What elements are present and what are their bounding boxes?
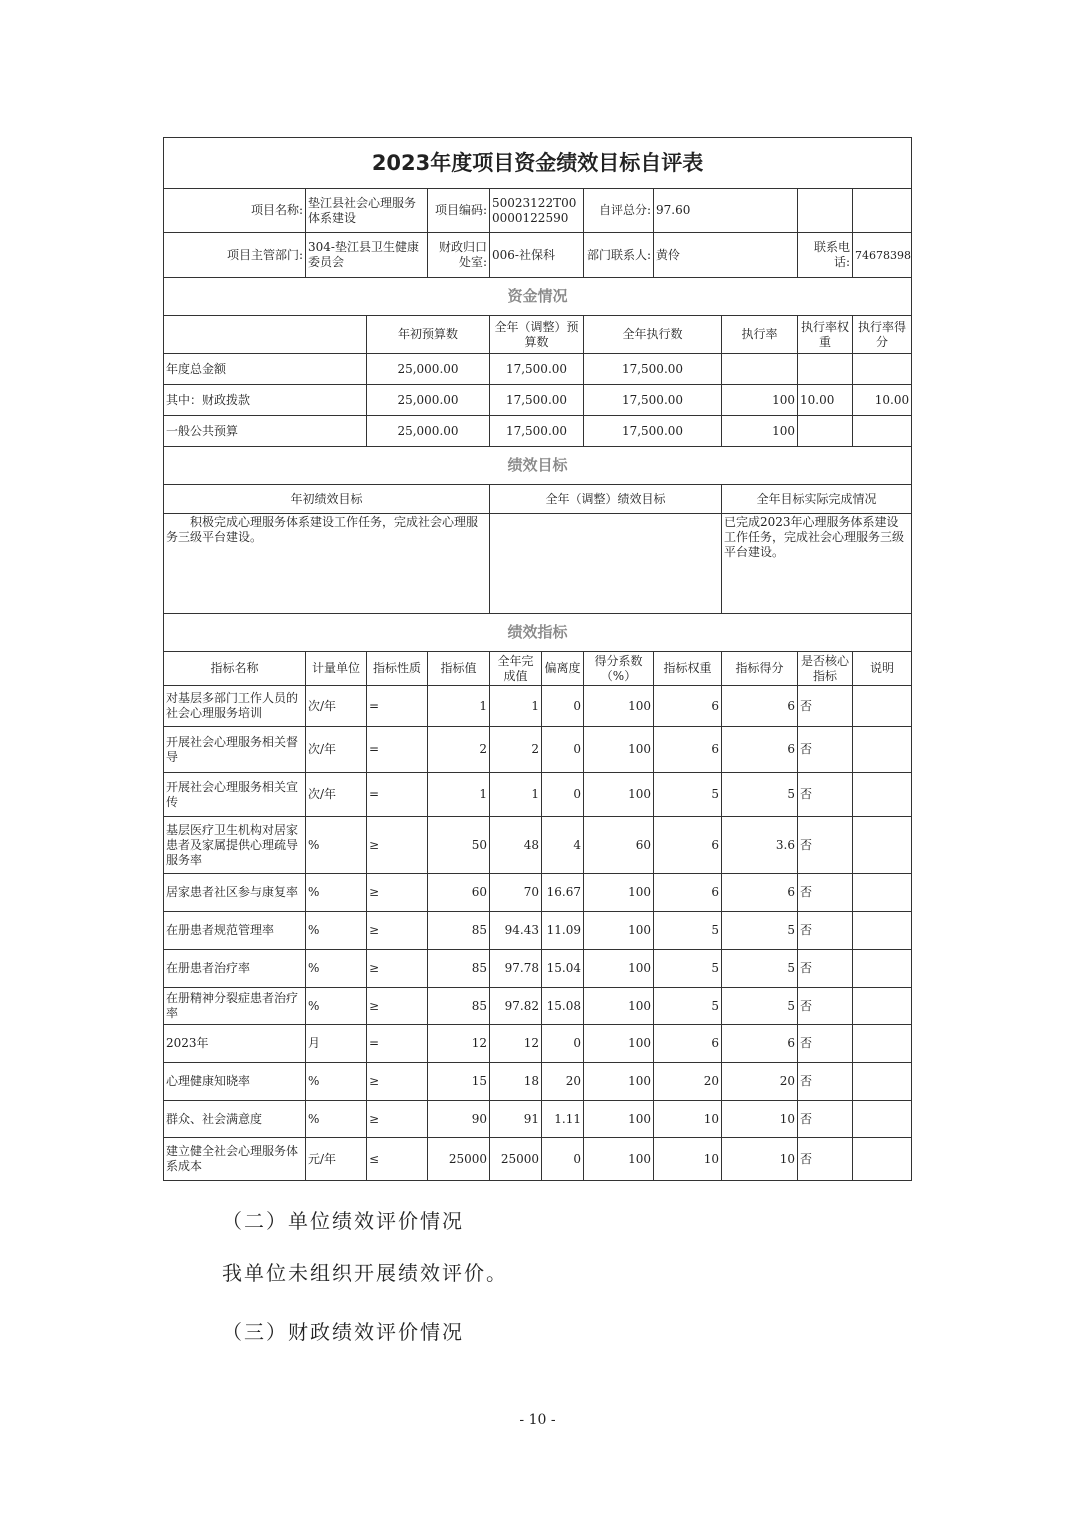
- phone-label: 联系电话:: [798, 233, 853, 278]
- core-flag: 否: [798, 1025, 853, 1063]
- actual: 18: [490, 1063, 542, 1101]
- coefficient: 100: [584, 912, 654, 950]
- weight: 20: [654, 1063, 722, 1101]
- unit: %: [306, 950, 367, 988]
- indicator-header: 指标值: [428, 652, 490, 686]
- execution-rate: 100: [722, 416, 798, 447]
- core-flag: 否: [798, 686, 853, 727]
- target: 1: [428, 686, 490, 727]
- indicator-name: 群众、社会满意度: [164, 1101, 306, 1138]
- indicator-row: [164, 773, 912, 817]
- coefficient: 100: [584, 874, 654, 912]
- actual: 25000: [490, 1138, 542, 1181]
- deviation: 15.04: [542, 950, 584, 988]
- unit: %: [306, 1101, 367, 1138]
- indicator-name: 基层医疗卫生机构对居家患者及家属提供心理疏导服务率: [164, 817, 306, 874]
- indicator-row: [164, 1063, 912, 1101]
- indicators-header-row: [164, 652, 912, 686]
- adjusted-budget: 17,500.00: [490, 354, 584, 385]
- initial-budget: 25,000.00: [367, 416, 490, 447]
- remark: [853, 912, 912, 950]
- remark: [853, 727, 912, 773]
- deviation: 0: [542, 686, 584, 727]
- score: 10: [722, 1138, 798, 1181]
- funding-header: 执行率: [722, 316, 798, 354]
- unit: 次/年: [306, 727, 367, 773]
- rate-score: [853, 354, 912, 385]
- paragraph: 我单位未组织开展绩效评价。: [222, 1261, 508, 1285]
- executed: 17,500.00: [584, 416, 722, 447]
- fin-label: 财政归口处室:: [428, 233, 490, 278]
- unit: %: [306, 874, 367, 912]
- execution-rate: [722, 354, 798, 385]
- score: 5: [722, 912, 798, 950]
- target: 12: [428, 1025, 490, 1063]
- nature: =: [367, 773, 428, 817]
- dept-label: 项目主管部门:: [164, 233, 306, 278]
- weight: 5: [654, 912, 722, 950]
- adjusted-budget: 17,500.00: [490, 416, 584, 447]
- target: 2: [428, 727, 490, 773]
- weight: 6: [654, 817, 722, 874]
- project-code: 50023122T000000122590: [490, 189, 584, 233]
- coefficient: 100: [584, 1025, 654, 1063]
- unit: %: [306, 1063, 367, 1101]
- remark: [853, 950, 912, 988]
- execution-rate: 100: [722, 385, 798, 416]
- indicator-name: 在册精神分裂症患者治疗率: [164, 988, 306, 1025]
- indicator-row: [164, 1101, 912, 1138]
- core-flag: 否: [798, 950, 853, 988]
- deviation: 1.11: [542, 1101, 584, 1138]
- remark: [853, 1101, 912, 1138]
- indicator-row: [164, 817, 912, 874]
- actual-completion: 已完成2023年心理服务体系建设工作任务，完成社会心理服务三级平台建设。: [722, 514, 912, 614]
- score: 20: [722, 1063, 798, 1101]
- remark: [853, 1063, 912, 1101]
- funding-row: [164, 385, 912, 416]
- deviation: 0: [542, 1138, 584, 1181]
- actual: 91: [490, 1101, 542, 1138]
- core-flag: 否: [798, 773, 853, 817]
- actual: 97.78: [490, 950, 542, 988]
- coefficient: 100: [584, 1138, 654, 1181]
- indicator-header: 偏离度: [542, 652, 584, 686]
- core-flag: 否: [798, 1101, 853, 1138]
- coefficient: 100: [584, 1101, 654, 1138]
- weight: 6: [654, 686, 722, 727]
- empty-cell: [164, 316, 367, 354]
- funding-section: 资金情况: [164, 278, 912, 316]
- core-flag: 否: [798, 912, 853, 950]
- deviation: 0: [542, 727, 584, 773]
- goals-section: 绩效目标: [164, 447, 912, 485]
- target: 50: [428, 817, 490, 874]
- score: 3.6: [722, 817, 798, 874]
- indicator-row: [164, 988, 912, 1025]
- remark: [853, 817, 912, 874]
- nature: ≥: [367, 1101, 428, 1138]
- weight: 10: [654, 1101, 722, 1138]
- funding-header: 全年执行数: [584, 316, 722, 354]
- initial-budget: 25,000.00: [367, 354, 490, 385]
- deviation: 16.67: [542, 874, 584, 912]
- indicator-row: [164, 950, 912, 988]
- remark: [853, 1138, 912, 1181]
- indicators-section: 绩效指标: [164, 614, 912, 652]
- nature: =: [367, 727, 428, 773]
- coefficient: 100: [584, 1063, 654, 1101]
- indicator-name: 建立健全社会心理服务体系成本: [164, 1138, 306, 1181]
- target: 60: [428, 874, 490, 912]
- nature: ≥: [367, 1063, 428, 1101]
- score: 6: [722, 727, 798, 773]
- weight: 5: [654, 988, 722, 1025]
- coefficient: 100: [584, 773, 654, 817]
- actual: 12: [490, 1025, 542, 1063]
- actual: 2: [490, 727, 542, 773]
- indicator-name: 开展社会心理服务相关督导: [164, 727, 306, 773]
- deviation: 0: [542, 773, 584, 817]
- weight: 6: [654, 1025, 722, 1063]
- score: 5: [722, 773, 798, 817]
- contact: 黄伶: [654, 233, 798, 278]
- rate-score: [853, 416, 912, 447]
- coefficient: 60: [584, 817, 654, 874]
- score: 5: [722, 950, 798, 988]
- indicator-name: 2023年: [164, 1025, 306, 1063]
- nature: ≥: [367, 912, 428, 950]
- indicator-header: 指标名称: [164, 652, 306, 686]
- funding-header: 执行率得分: [853, 316, 912, 354]
- deviation: 11.09: [542, 912, 584, 950]
- actual: 1: [490, 686, 542, 727]
- weight: 5: [654, 773, 722, 817]
- nature: ≥: [367, 950, 428, 988]
- indicator-name: 居家患者社区参与康复率: [164, 874, 306, 912]
- deviation: 0: [542, 1025, 584, 1063]
- funding-row-label: 一般公共预算: [164, 416, 367, 447]
- unit: %: [306, 912, 367, 950]
- heading-finance-evaluation: （三）财政绩效评价情况: [222, 1320, 464, 1344]
- project-name: 垫江县社会心理服务体系建设: [306, 189, 428, 233]
- actual: 1: [490, 773, 542, 817]
- contact-label: 部门联系人:: [584, 233, 654, 278]
- nature: =: [367, 686, 428, 727]
- nature: ≤: [367, 1138, 428, 1181]
- core-flag: 否: [798, 1138, 853, 1181]
- nature: =: [367, 1025, 428, 1063]
- weight: 5: [654, 950, 722, 988]
- target: 85: [428, 912, 490, 950]
- indicator-name: 在册患者治疗率: [164, 950, 306, 988]
- indicator-header: 全年完成值: [490, 652, 542, 686]
- score-label: 自评总分:: [584, 189, 654, 233]
- indicator-name: 在册患者规范管理率: [164, 912, 306, 950]
- indicator-header: 说明: [853, 652, 912, 686]
- unit: 月: [306, 1025, 367, 1063]
- nature: ≥: [367, 817, 428, 874]
- indicator-name: 开展社会心理服务相关宣传: [164, 773, 306, 817]
- unit: %: [306, 817, 367, 874]
- core-flag: 否: [798, 1063, 853, 1101]
- indicator-header: 指标得分: [722, 652, 798, 686]
- initial-goal: 积极完成心理服务体系建设工作任务，完成社会心理服务三级平台建设。: [164, 514, 490, 614]
- remark: [853, 773, 912, 817]
- nature: ≥: [367, 874, 428, 912]
- indicator-row: [164, 874, 912, 912]
- coefficient: 100: [584, 727, 654, 773]
- page-number: - 10 -: [519, 1412, 556, 1428]
- unit: 元/年: [306, 1138, 367, 1181]
- goals-header: 全年（调整）绩效目标: [490, 485, 722, 514]
- total-score: 97.60: [654, 189, 798, 233]
- indicator-name: 心理健康知晓率: [164, 1063, 306, 1101]
- score: 10: [722, 1101, 798, 1138]
- target: 85: [428, 988, 490, 1025]
- funding-row: [164, 354, 912, 385]
- heading-unit-evaluation: （二）单位绩效评价情况: [222, 1209, 464, 1233]
- target: 15: [428, 1063, 490, 1101]
- rate-score: 10.00: [853, 385, 912, 416]
- code-label: 项目编码:: [428, 189, 490, 233]
- target: 85: [428, 950, 490, 988]
- core-flag: 否: [798, 727, 853, 773]
- executed: 17,500.00: [584, 354, 722, 385]
- actual: 94.43: [490, 912, 542, 950]
- indicator-row: [164, 1025, 912, 1063]
- coefficient: 100: [584, 988, 654, 1025]
- remark: [853, 1025, 912, 1063]
- rate-weight: [798, 354, 853, 385]
- coefficient: 100: [584, 686, 654, 727]
- indicator-header: 指标权重: [654, 652, 722, 686]
- target: 1: [428, 773, 490, 817]
- score: 6: [722, 1025, 798, 1063]
- core-flag: 否: [798, 874, 853, 912]
- adjusted-goal: [490, 514, 722, 614]
- remark: [853, 874, 912, 912]
- actual: 48: [490, 817, 542, 874]
- table-title: 2023年度项目资金绩效目标自评表: [164, 138, 912, 189]
- rate-weight: 10.00: [798, 385, 853, 416]
- funding-row-label: 其中：财政拨款: [164, 385, 367, 416]
- indicator-header: 指标性质: [367, 652, 428, 686]
- deviation: 20: [542, 1063, 584, 1101]
- core-flag: 否: [798, 817, 853, 874]
- indicator-row: [164, 727, 912, 773]
- dept: 304-垫江县卫生健康委员会: [306, 233, 428, 278]
- goals-header: 全年目标实际完成情况: [722, 485, 912, 514]
- goals-header: 年初绩效目标: [164, 485, 490, 514]
- actual: 97.82: [490, 988, 542, 1025]
- rate-weight: [798, 416, 853, 447]
- fin-office: 006-社保科: [490, 233, 584, 278]
- deviation: 4: [542, 817, 584, 874]
- indicator-row: [164, 686, 912, 727]
- indicator-header: 计量单位: [306, 652, 367, 686]
- nature: ≥: [367, 988, 428, 1025]
- adjusted-budget: 17,500.00: [490, 385, 584, 416]
- indicator-header: 是否核心指标: [798, 652, 853, 686]
- funding-row: [164, 416, 912, 447]
- remark: [853, 988, 912, 1025]
- indicator-header: 得分系数（%）: [584, 652, 654, 686]
- target: 90: [428, 1101, 490, 1138]
- remark: [853, 686, 912, 727]
- target: 25000: [428, 1138, 490, 1181]
- unit: 次/年: [306, 773, 367, 817]
- name-label: 项目名称:: [164, 189, 306, 233]
- unit: 次/年: [306, 686, 367, 727]
- score: 5: [722, 988, 798, 1025]
- phone: 74678398: [853, 233, 912, 278]
- empty-cell: [853, 189, 912, 233]
- indicator-name: 对基层多部门工作人员的社会心理服务培训: [164, 686, 306, 727]
- indicator-row: [164, 912, 912, 950]
- weight: 6: [654, 727, 722, 773]
- score: 6: [722, 686, 798, 727]
- core-flag: 否: [798, 988, 853, 1025]
- initial-budget: 25,000.00: [367, 385, 490, 416]
- self-evaluation-table: [163, 137, 912, 1181]
- funding-header: 执行率权重: [798, 316, 853, 354]
- coefficient: 100: [584, 950, 654, 988]
- unit: %: [306, 988, 367, 1025]
- funding-header: 年初预算数: [367, 316, 490, 354]
- score: 6: [722, 874, 798, 912]
- weight: 10: [654, 1138, 722, 1181]
- weight: 6: [654, 874, 722, 912]
- actual: 70: [490, 874, 542, 912]
- funding-row-label: 年度总金额: [164, 354, 367, 385]
- funding-header: 全年（调整）预算数: [490, 316, 584, 354]
- deviation: 15.08: [542, 988, 584, 1025]
- executed: 17,500.00: [584, 385, 722, 416]
- indicator-row: [164, 1138, 912, 1181]
- empty-cell: [798, 189, 853, 233]
